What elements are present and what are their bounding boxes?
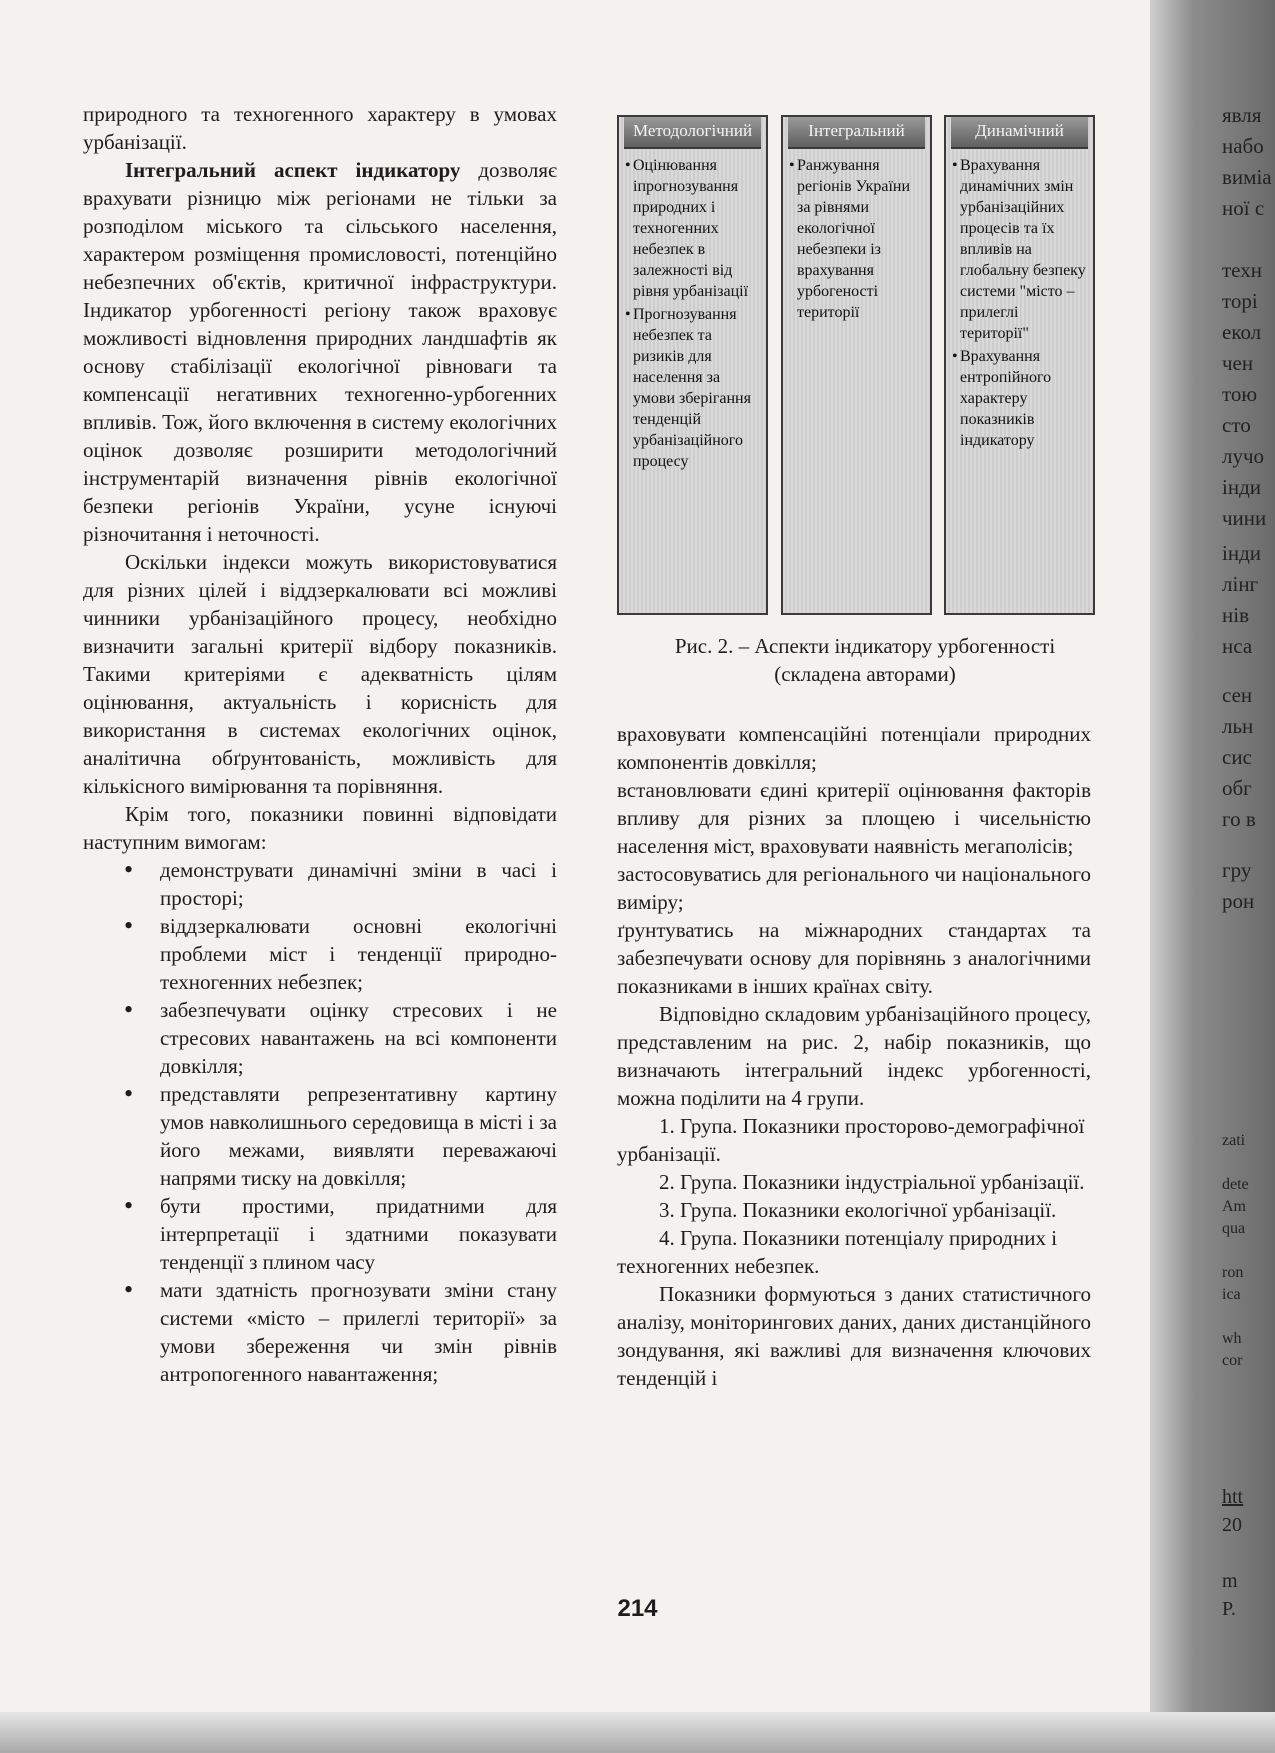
paragraph: Оскільки індекси можуть використовуватися для різних цілей і віддзеркалювати всі можливі чинники урбанізаційного процесу, необхідно визначити загальні критерії відбору показників. Такими критеріями є адекватність цілям оцінювання, актуальність і корисність для використання в системах екологічних оцінок, аналітична обґрунтованість, можливість для кількісного вимірювання та порівняння. xyxy=(83,550,557,798)
requirements-list xyxy=(83,856,557,1388)
fragment: го в xyxy=(1222,807,1256,831)
box-item: • Прогнозування небезпек та ризиків для населення за умови зберігання тенденцій урбанізаційного процесу xyxy=(625,304,762,472)
list-item: • представляти репрезентативну картину умов навколишнього середовища в місті і за його межами, виявляти переважаючі напрями тиску на довкілля; xyxy=(83,1080,557,1192)
fragment: сис xyxy=(1222,745,1252,769)
box-title: Методологічний xyxy=(624,117,761,149)
fragment xyxy=(1222,1240,1275,1262)
fragment: виміа xyxy=(1222,165,1272,189)
fragment xyxy=(1222,1306,1275,1328)
fragment: P. xyxy=(1222,1598,1236,1620)
list-item: • мати здатність прогнозувати зміни стану системи «місто – прилеглі території» за умови збереження чи змін рівнів антропогенного навантаження; xyxy=(83,1276,557,1388)
paragraph: Крім того, показники повинні відповідати наступним вимогам: xyxy=(83,802,557,854)
box-item: • Врахування динамічних змін урбанізаційних процесів та їх впливів на глобальну безпеку системи "місто – прилеглі території" xyxy=(952,155,1089,344)
box-title: Динамічний xyxy=(951,117,1088,149)
list-item: встановлювати єдині критерії оцінювання факторів впливу для різних за площею і чисельністю населення міст, враховувати наявність мегаполісів; xyxy=(617,778,1091,858)
fragment: гру xyxy=(1222,858,1252,882)
fragment: wh xyxy=(1222,1330,1242,1347)
box-dynamic xyxy=(944,115,1095,615)
fragment xyxy=(1222,1152,1275,1174)
list-item: застосовуватись для регіонального чи національного виміру; xyxy=(617,862,1091,914)
right-page-fragments xyxy=(1222,538,1275,662)
fragment: 20 xyxy=(1222,1514,1242,1536)
fragment xyxy=(1222,1539,1275,1567)
fragment: нів xyxy=(1222,603,1249,627)
fragment: htt xyxy=(1222,1486,1244,1508)
right-page-fragments xyxy=(1222,680,1275,835)
right-page-fragments xyxy=(1222,100,1275,534)
list-item: • демонструвати динамічні зміни в часі і просторі; xyxy=(83,856,557,912)
box-title: Інтегральний xyxy=(788,117,925,149)
paragraph: Відповідно складовим урбанізаційного процесу, представленим на рис. 2, набір показників, що визначають інтегральний індекс урбогенності, можна поділити на 4 групи. xyxy=(617,1002,1091,1110)
fragment: лінг xyxy=(1222,572,1259,596)
fragment: нса xyxy=(1222,634,1253,658)
box-integral xyxy=(781,115,932,615)
paragraph-text: дозволяє врахувати різницю між регіонами не тільки за розподілом міського та сільського населення, характером розміщення промисловості, потенційно небезпечних об'єктів, критичної інфраструктури. Індикатор урбогенності регіону також враховує можливості відновлення природних ландшафтів як основу стабілізації екологічної рівноваги та компенсації негативних техногенно-урбогенних впливів. Тож, його включення в систему екологічних оцінок дозволяє розширити методологічний інструментарій визначення рівнів екологічної безпеки регіонів України, усуне існуючі різночитання і неточності. xyxy=(83,158,557,546)
fragment: тою xyxy=(1222,382,1258,406)
right-page-fragments xyxy=(1222,855,1275,917)
fragment: обг xyxy=(1222,776,1252,800)
bold-term: Інтегральний аспект індикатору xyxy=(125,158,461,182)
box-item: • Оцінювання іпрогнозування природних і техногенних небезпек в залежності від рівня урбанізації xyxy=(625,155,762,302)
fragment: Am xyxy=(1222,1198,1246,1215)
box-item: • Врахування ентропійного характеру показників індикатору xyxy=(952,346,1089,451)
box-item: • Ранжування регіонів України за рівнями екологічної небезпеки із врахування урбогеності території xyxy=(789,155,926,323)
group-item: 4. Група. Показники потенціалу природних і техногенних небезпек. xyxy=(617,1226,1058,1278)
paragraph: природного та техногенного характеру в умовах урбанізації. xyxy=(83,102,557,154)
list-item: враховувати компенсаційні потенціали природних компонентів довкілля; xyxy=(617,722,1091,774)
fragment: інди xyxy=(1222,475,1261,499)
list-item: ґрунтуватись на міжнародних стандартах та забезпечувати основу для порівнянь з аналогічними показниками в інших країнах світу. xyxy=(617,918,1091,998)
paragraph: Показники формуються з даних статистичного аналізу, моніторингових даних, даних дистанційного зондування, які важливі для визначення ключових тенденцій і xyxy=(617,1282,1091,1390)
fragment: льн xyxy=(1222,714,1254,738)
right-page-fragments xyxy=(1222,1130,1275,1372)
fragment: інди xyxy=(1222,541,1261,565)
fragment: ної с xyxy=(1222,196,1265,220)
fragment: dete xyxy=(1222,1176,1249,1193)
fragment: торі xyxy=(1222,289,1258,313)
criteria-list xyxy=(617,720,1091,1000)
page-number: 214 xyxy=(617,1595,658,1622)
fragment: qua xyxy=(1222,1220,1246,1237)
paragraph xyxy=(83,156,557,548)
group-item: 2. Група. Показники індустріальної урбанізації. xyxy=(659,1170,1085,1194)
fragment: екол xyxy=(1222,320,1262,344)
fragment: техн xyxy=(1222,258,1262,282)
fragment: набо xyxy=(1222,134,1264,158)
fragment: zati xyxy=(1222,1132,1246,1149)
fragment: ron xyxy=(1222,1264,1244,1281)
left-column xyxy=(83,100,557,1388)
fragment: лучо xyxy=(1222,444,1265,468)
group-item: 1. Група. Показники просторово-демографічної урбанізації. xyxy=(617,1114,1085,1166)
fragment: явля xyxy=(1222,103,1262,127)
group-item: 3. Група. Показники екологічної урбанізації. xyxy=(659,1198,1057,1222)
fragment: cor xyxy=(1222,1352,1243,1369)
fragment: сто xyxy=(1222,413,1251,437)
list-item: • віддзеркалювати основні екологічні проблеми міст і тенденції природно-техногенних небезпек; xyxy=(83,912,557,996)
list-item: • забезпечувати оцінку стресових і не стресових навантажень на всі компоненти довкілля; xyxy=(83,996,557,1080)
fragment: ica xyxy=(1222,1286,1241,1303)
fragment: m xyxy=(1222,1570,1238,1592)
middle-column xyxy=(617,720,1091,1392)
box-methodological xyxy=(617,115,768,615)
fragment xyxy=(1222,224,1275,255)
fragment: рон xyxy=(1222,889,1255,913)
list-item: • бути простими, придатними для інтерпретації і здатними показувати тенденції з плином часу xyxy=(83,1192,557,1276)
fragment: сен xyxy=(1222,683,1253,707)
figure-aspects xyxy=(617,115,1093,613)
fragment: чини xyxy=(1222,506,1267,530)
page-bottom-shadow xyxy=(0,1712,1275,1753)
fragment: чен xyxy=(1222,351,1254,375)
figure-caption: Рис. 2. – Аспекти індикатору урбогенності (складена авторами) xyxy=(674,634,1056,686)
